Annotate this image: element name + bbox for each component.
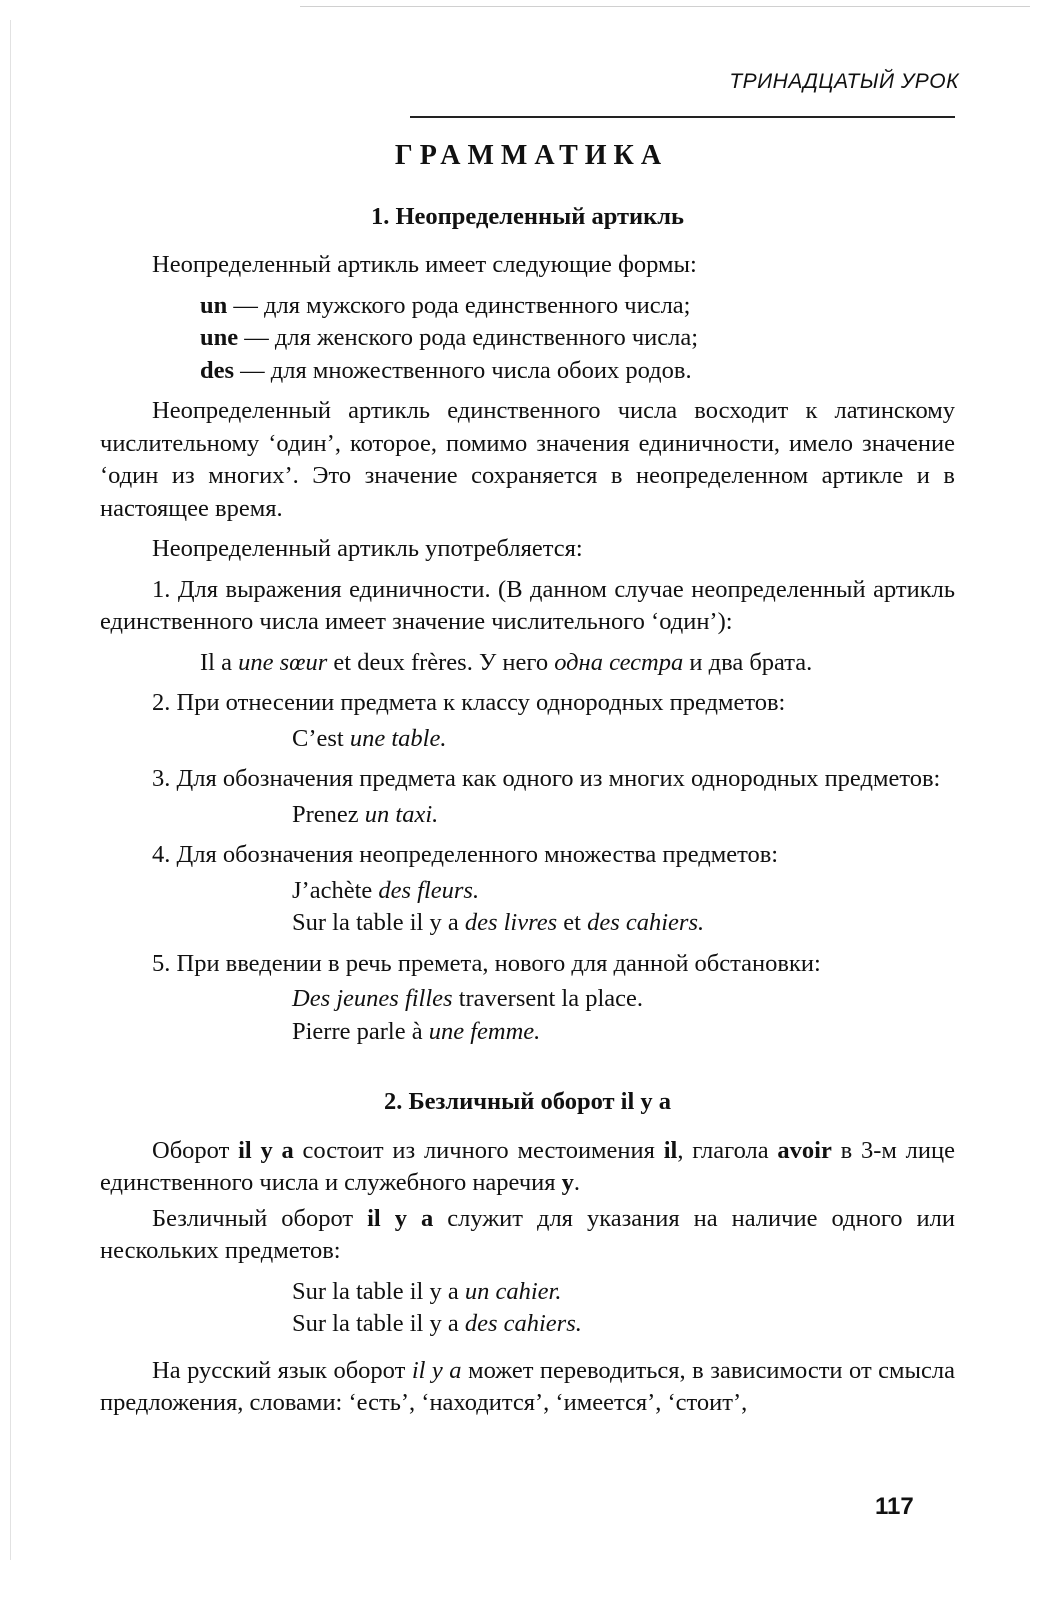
form-des: des — для множественного числа обоих родов. xyxy=(200,356,692,384)
usage-5: 5. При введении в речь премета, нового для данной обстановки: xyxy=(152,949,821,977)
section-2-paragraph-1: Оборот il y a состоит из личного местоимения il, глагола avoir в 3-м лице единственного числа и служебного наречия y. xyxy=(100,1136,955,1196)
section-2-paragraph-3: На русский язык оборот il y a может переводиться, в зависимости от смысла предложения, словами: ‘есть’, ‘находится’, ‘имеется’, ‘стоит’, xyxy=(100,1356,955,1416)
chapter-title: ГРАММАТИКА xyxy=(394,140,669,171)
example-3: Prenez un taxi. xyxy=(292,800,439,828)
usage-2: 2. При отнесении предмета к классу однородных предметов: xyxy=(152,689,786,716)
example-5a: Des jeunes filles traversent la place. xyxy=(292,985,644,1012)
page-number: 117 xyxy=(875,1493,914,1520)
usage-3: 3. Для обозначения предмета как одного из многих однородных предметов: xyxy=(152,765,941,792)
section-1-intro: Неопределенный артикль имеет следующие формы: xyxy=(152,251,697,278)
example-1: Il a une sœur et deux frères. У него одна сестра и два брата. xyxy=(200,648,813,676)
page-body xyxy=(100,140,955,1428)
section-2-paragraph-2: Безличный оборот il y a служит для указания на наличие одного или нескольких предметов: xyxy=(100,1204,955,1264)
section-1-title: 1. Неопределенный артикль xyxy=(371,202,684,230)
example-2: C’est une table. xyxy=(292,724,447,752)
section-2-example-2: Sur la table il y a des cahiers. xyxy=(292,1310,582,1337)
scan-edge-top xyxy=(300,6,1030,7)
example-4a: J’achète des fleurs. xyxy=(292,876,480,904)
form-une: une — для женского рода единственного числа; xyxy=(200,324,699,351)
example-4b: Sur la table il y a des livres et des cahiers. xyxy=(292,909,705,936)
running-head: ТРИНАДЦАТЫЙ УРОК xyxy=(729,70,959,93)
article-forms-list xyxy=(100,290,955,388)
header-rule xyxy=(410,116,955,118)
form-un: un — для мужского рода единственного числа; xyxy=(200,291,691,319)
usage-4: 4. Для обозначения неопределенного множества предметов: xyxy=(152,841,779,868)
example-5b: Pierre parle à une femme. xyxy=(292,1017,541,1045)
section-2-example-1: Sur la table il y a un cahier. xyxy=(292,1277,562,1305)
article-origin-paragraph: Неопределенный артикль единственного числа восходит к латинскому числительному ‘один’, которое, помимо значения единичности, имело значение ‘один из многих’. Это значение сохраняется в неопределенном артикле и в настоящее время. xyxy=(100,397,955,522)
usage-intro: Неопределенный артикль употребляется: xyxy=(152,535,583,562)
section-2-title: 2. Безличный оборот il y a xyxy=(383,1088,672,1115)
usage-1: 1. Для выражения единичности. (В данном случае неопределенный артикль единственного числа имеет значение числительного ‘один’): xyxy=(100,575,955,635)
scan-edge-left xyxy=(10,20,11,1560)
